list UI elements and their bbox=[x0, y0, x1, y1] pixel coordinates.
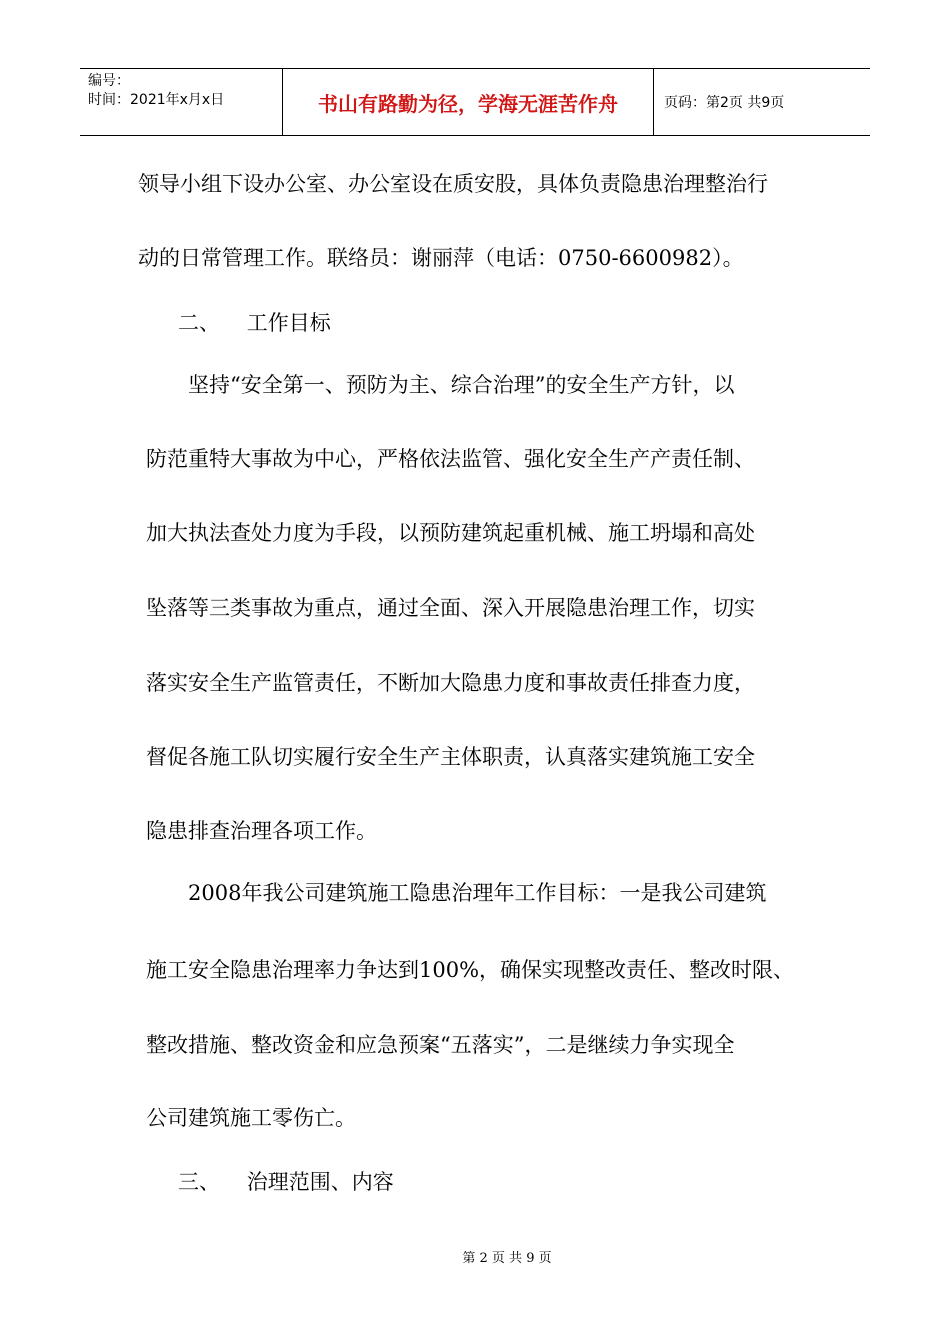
section-heading-2: 二、 工作目标 bbox=[178, 311, 331, 335]
body-line-8: 督促各施工队切实履行安全生产主体职责，认真落实建筑施工安全 bbox=[146, 745, 755, 769]
document-number-label: 编号： bbox=[88, 73, 130, 89]
header-page-info: 页码：第2页 共9页 bbox=[664, 95, 785, 111]
body-line-6: 坠落等三类事故为重点，通过全面、深入开展隐患治理工作，切实 bbox=[146, 596, 755, 620]
header-motto: 书山有路勤为径，学海无涯苦作舟 bbox=[282, 69, 654, 135]
body-line-1: 领导小组下设办公室、办公室设在质安股，具体负责隐患治理整治行 bbox=[138, 172, 768, 196]
body-line-13: 公司建筑施工零伤亡。 bbox=[146, 1106, 356, 1130]
body-line-11: 施工安全隐患治理率力争达到100%，确保实现整改责任、整改时限、 bbox=[146, 958, 795, 982]
body-line-4: 防范重特大事故为中心，严格依法监管、强化安全生产产责任制、 bbox=[146, 447, 755, 471]
header-meta bbox=[80, 69, 282, 135]
body-line-10: 2008年我公司建筑施工隐患治理年工作目标：一是我公司建筑 bbox=[188, 881, 767, 905]
body-line-7: 落实安全生产监管责任，不断加大隐患力度和事故责任排查力度， bbox=[146, 671, 755, 695]
body-line-2: 动的日常管理工作。联络员：谢丽萍（电话：0750-6600982）。 bbox=[138, 246, 744, 270]
body-line-9: 隐患排查治理各项工作。 bbox=[146, 819, 377, 843]
body-line-12: 整改措施、整改资金和应急预案“五落实”，二是继续力争实现全 bbox=[146, 1033, 735, 1057]
body-line-3: 坚持“安全第一、预防为主、综合治理”的安全生产方针，以 bbox=[188, 373, 735, 397]
page-footer: 第 2 页 共 9 页 bbox=[462, 1251, 552, 1266]
section-heading-3: 三、 治理范围、内容 bbox=[178, 1170, 394, 1194]
document-header bbox=[80, 68, 870, 136]
body-line-5: 加大执法查处力度为手段，以预防建筑起重机械、施工坍塌和高处 bbox=[146, 521, 755, 545]
document-date: 时间：2021年x月x日 bbox=[88, 92, 225, 108]
